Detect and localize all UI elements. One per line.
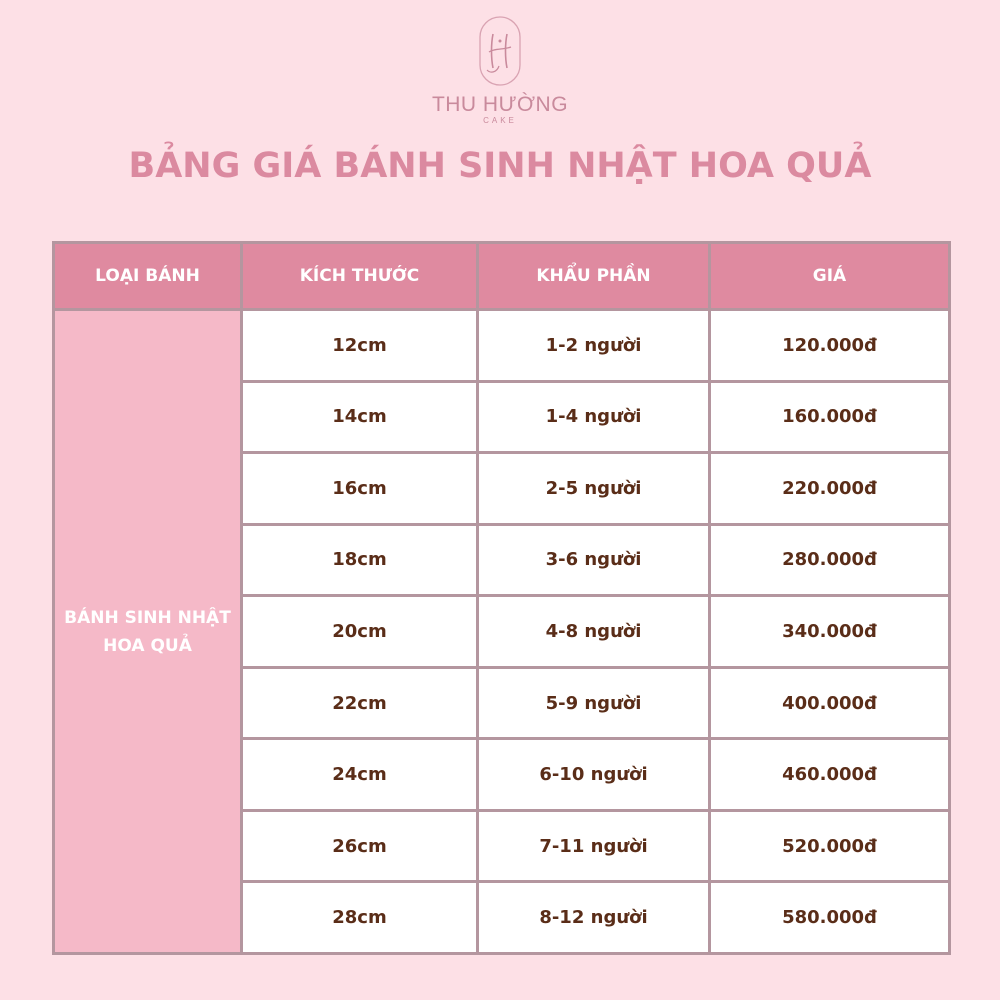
size-cell: 20cm (242, 596, 478, 668)
size-cell: 22cm (242, 667, 478, 739)
serving-cell: 3-6 người (478, 524, 710, 596)
header-size: KÍCH THƯỚC (242, 243, 478, 310)
brand-name: THU HƯỜNG (431, 93, 569, 116)
size-cell: 16cm (242, 453, 478, 525)
price-table-container (52, 241, 948, 955)
header-type: LOẠI BÁNH (54, 243, 242, 310)
brand-subtitle: CAKE (483, 116, 517, 125)
serving-cell: 4-8 người (478, 596, 710, 668)
price-cell: 160.000đ (710, 381, 950, 453)
price-table (52, 241, 951, 955)
cake-type-line1: BÁNH SINH NHẬT (64, 607, 231, 628)
size-cell: 28cm (242, 882, 478, 954)
price-cell: 520.000đ (710, 810, 950, 882)
header-price: GIÁ (710, 243, 950, 310)
price-cell: 220.000đ (710, 453, 950, 525)
size-cell: 24cm (242, 739, 478, 811)
table-header-row (54, 243, 950, 310)
size-cell: 14cm (242, 381, 478, 453)
price-cell: 400.000đ (710, 667, 950, 739)
serving-cell: 8-12 người (478, 882, 710, 954)
size-cell: 26cm (242, 810, 478, 882)
brand-monogram-icon (477, 14, 523, 88)
size-cell: 12cm (242, 310, 478, 382)
serving-cell: 5-9 người (478, 667, 710, 739)
serving-cell: 2-5 người (478, 453, 710, 525)
cake-type-line2: HOA QUẢ (103, 635, 192, 656)
serving-cell: 6-10 người (478, 739, 710, 811)
price-cell: 120.000đ (710, 310, 950, 382)
size-cell: 18cm (242, 524, 478, 596)
serving-cell: 1-2 người (478, 310, 710, 382)
table-row (54, 310, 950, 382)
page-title: BẢNG GIÁ BÁNH SINH NHẬT HOA QUẢ (128, 146, 872, 186)
price-cell: 340.000đ (710, 596, 950, 668)
price-cell: 280.000đ (710, 524, 950, 596)
header-serving: KHẨU PHẦN (478, 243, 710, 310)
price-cell: 580.000đ (710, 882, 950, 954)
price-cell: 460.000đ (710, 739, 950, 811)
serving-cell: 7-11 người (478, 810, 710, 882)
cake-type-cell (54, 310, 242, 954)
brand-logo (0, 14, 1000, 126)
serving-cell: 1-4 người (478, 381, 710, 453)
